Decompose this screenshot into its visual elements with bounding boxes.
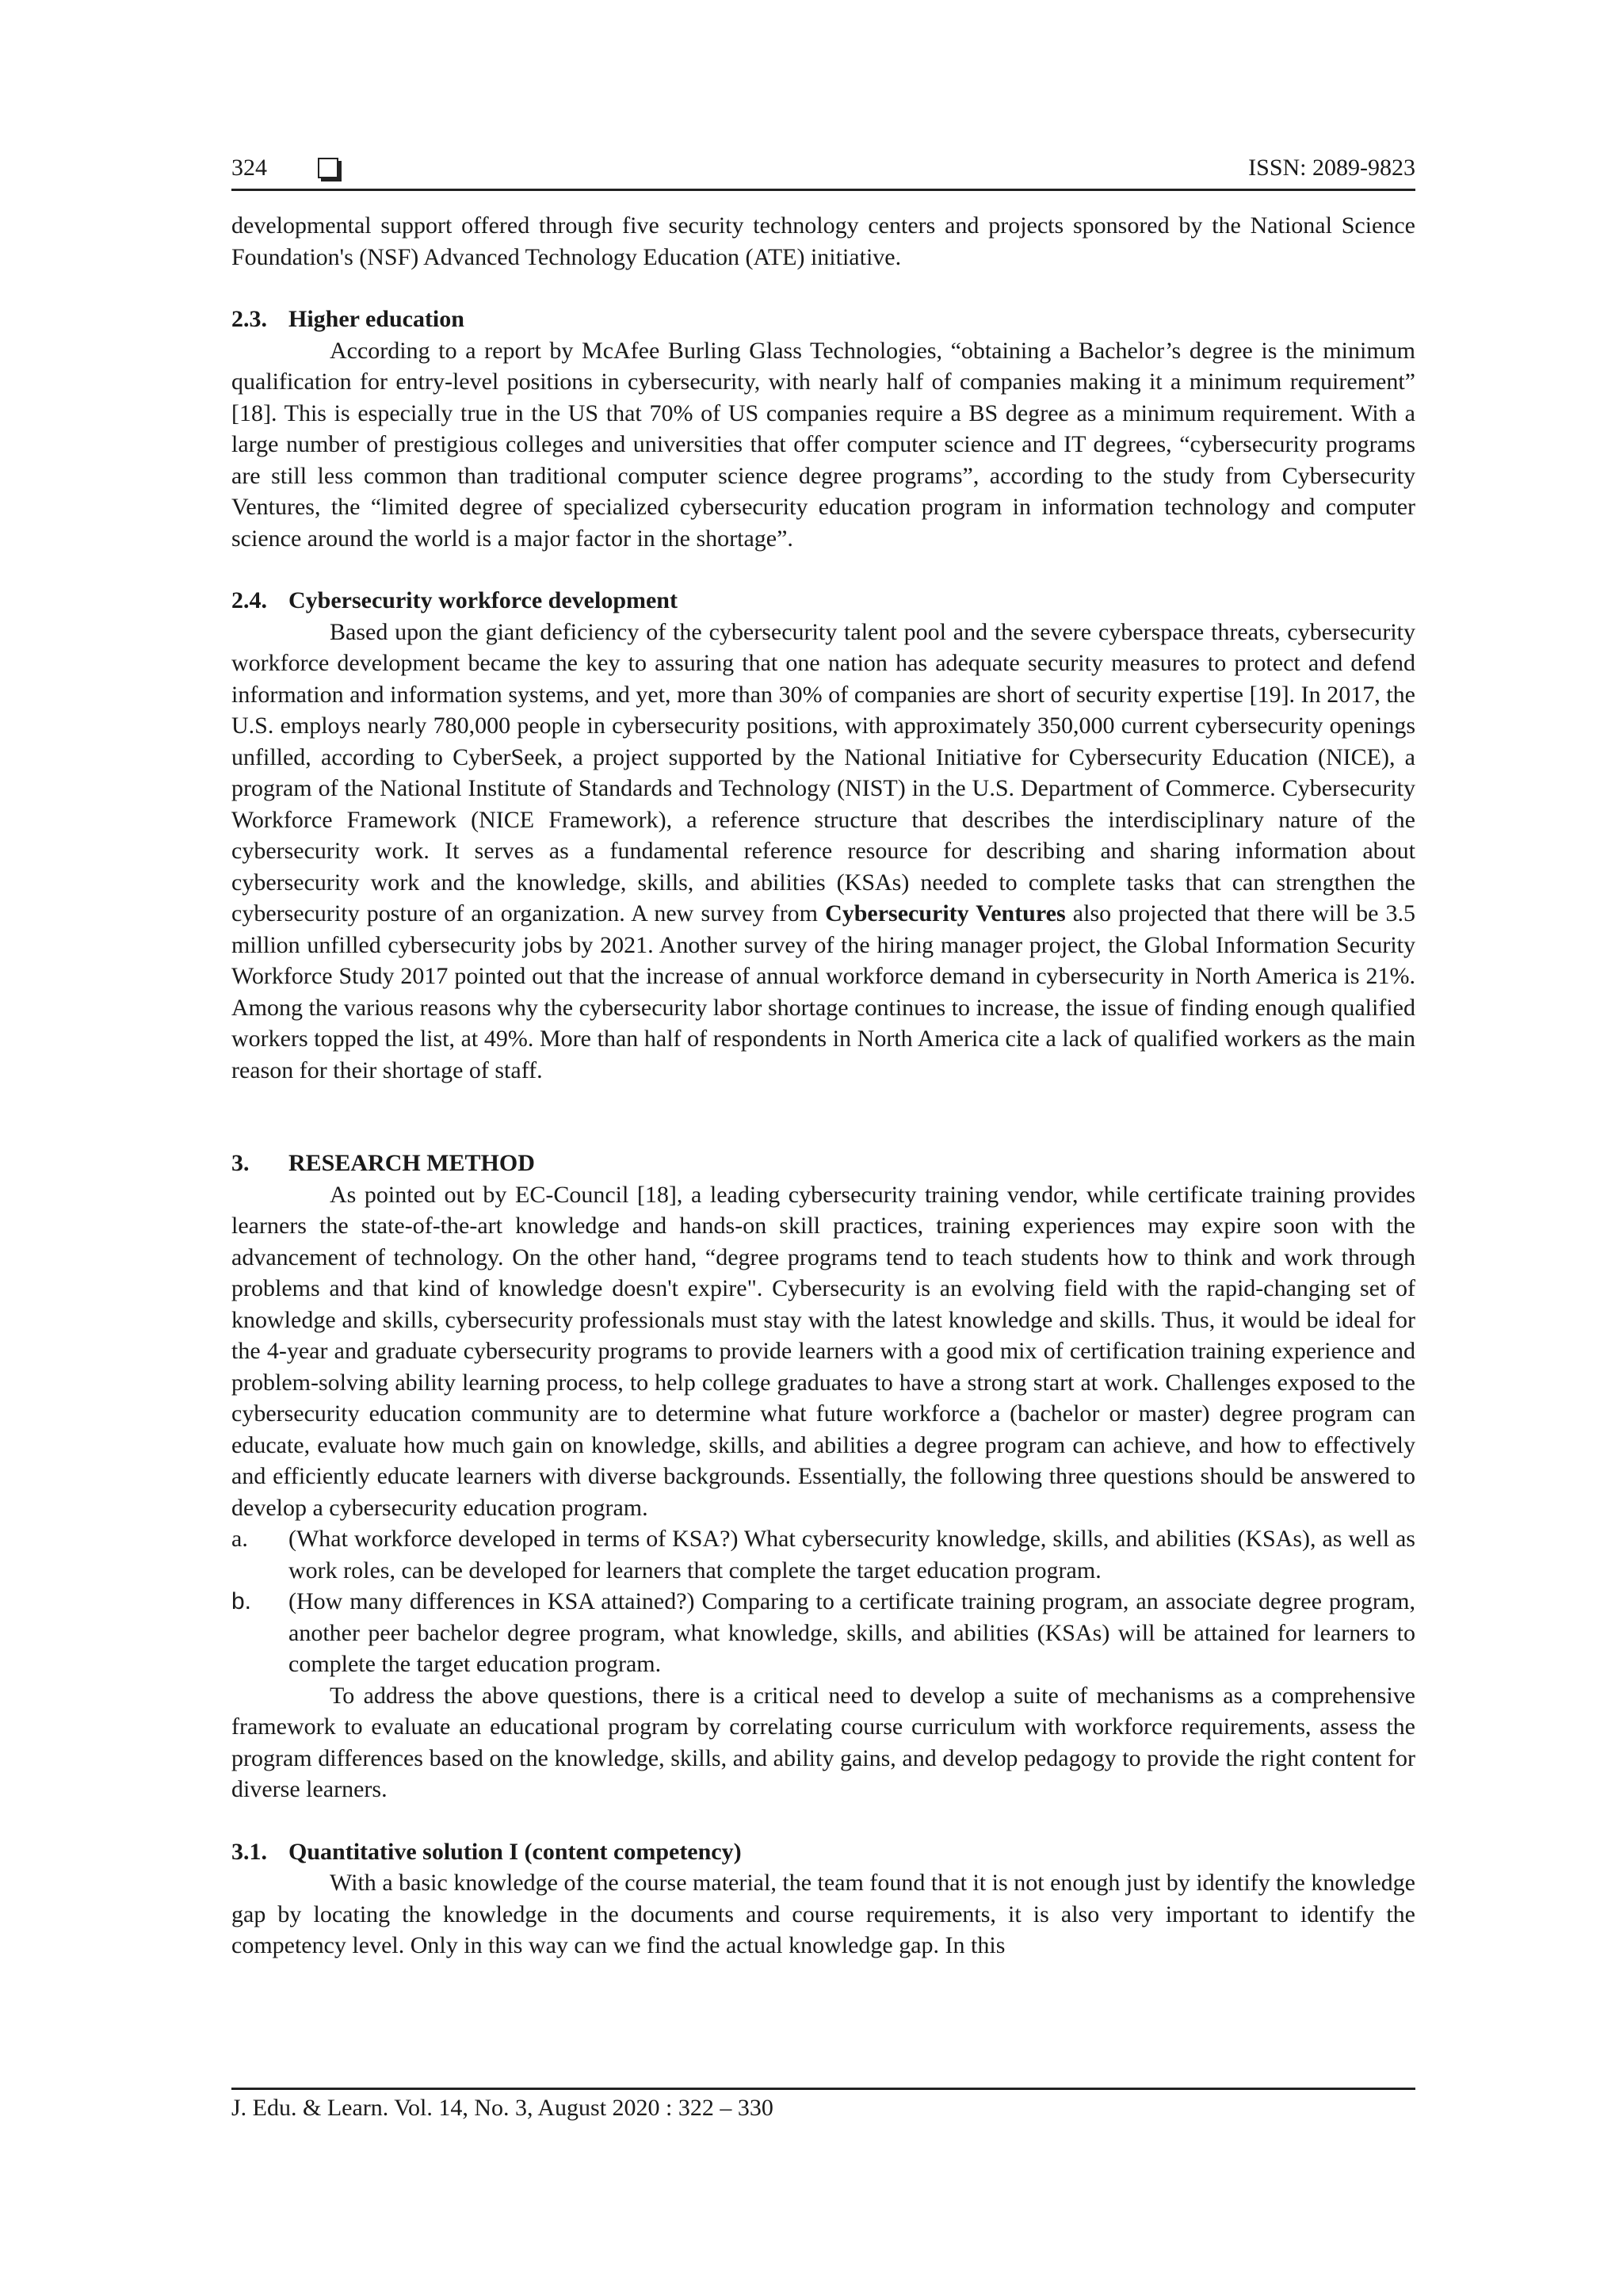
bold-cybersecurity-ventures: Cybersecurity Ventures xyxy=(825,900,1066,926)
issn-label: ISSN: 2089-9823 xyxy=(1248,155,1415,181)
section-heading-2-3: 2.3. Higher education xyxy=(231,306,464,332)
paragraph-framework: To address the above questions, there is a critical need to develop a suite of mechanisms as a comprehensive framework to evaluate an educational program by correlating course curriculum with workforce requirements, assess the program differences based on the knowledge, skills, and ability gains, and develop pedagogy to provide the right content for diverse learners. xyxy=(231,1682,1415,1802)
page-content xyxy=(231,151,1415,1962)
paragraph-higher-education: According to a report by McAfee Burling Glass Technologies, “obtaining a Bachelor’s degree is the minimum qualification for entry-level positions in cybersecurity, with nearly half of companies making it a minimum requirement” [18]. This is especially true in the US that 70% of US companies require a BS degree as a minimum requirement. With a large number of prestigious colleges and universities that offer computer science and IT degrees, “cybersecurity programs are still less common than traditional computer science degree programs”, according to the study from Cybersecurity Ventures, the “limited degree of specialized cybersecurity education program in information technology and computer science around the world is a major factor in the shortage”. xyxy=(231,337,1415,552)
page-footer xyxy=(231,2088,1415,2122)
section-heading-3-1: 3.1. Quantitative solution I (content competency) xyxy=(231,1838,742,1865)
section-heading-3: 3. RESEARCH METHOD xyxy=(231,1150,535,1176)
paragraph-research-method: As pointed out by EC-Council [18], a leading cybersecurity training vendor, while certificate training provides learners the state-of-the-art knowledge and hands-on skill practices, training experiences may expire soon with the advancement of technology. On the other hand, “degree programs tend to teach students how to think and work through problems and that kind of knowledge doesn't expire". Cybersecurity is an evolving field with the rapid-changing set of knowledge and skills, cybersecurity professionals must stay with the latest knowledge and skills. Thus, it would be ideal for the 4-year and graduate cybersecurity programs to provide learners with a good mix of certification training experience and problem-solving ability learning process, to help college graduates to have a strong start at work. Challenges exposed to the cybersecurity education community are to determine what future workforce a (bachelor or master) degree program can educate, evaluate how much gain on knowledge, skills, and abilities a degree program can achieve, and how to effectively and efficiently educate learners with diverse backgrounds. Essentially, the following three questions should be answered to develop a cybersecurity education program. xyxy=(231,1181,1415,1521)
journal-citation: J. Edu. & Learn. Vol. 14, No. 3, August 2020 : 322 – 330 xyxy=(231,2095,773,2121)
paragraph-workforce-development: Based upon the giant deficiency of the cybersecurity talent pool and the severe cyberspace threats, cybersecurity workforce development became the key to assuring that one nation has adequate security measures to protect and defend information and information systems, and yet, more than 30% of companies are short of security expertise [19]. In 2017, the U.S. employs nearly 780,000 people in cybersecurity positions, with approximately 350,000 current cybersecurity openings unfilled, according to CyberSeek, a project supported by the National Initiative for Cybersecurity Education (NICE), a program of the National Institute of Standards and Technology (NIST) in the U.S. Department of Commerce. Cybersecurity Workforce Framework (NICE Framework), a reference structure that describes the interdisciplinary nature of the cybersecurity work. It serves as a fundamental reference resource for describing and sharing information about cybersecurity work and the knowledge, skills, and abilities (KSAs) needed to complete tasks that can strengthen the cybersecurity posture of an organization. A new survey from Cybersecurity Ventures also projected that there will be 3.5 million unfilled cybersecurity jobs by 2021. Another survey of the hiring manager project, the Global Information Security Workforce Study 2017 pointed out that the increase of annual workforce demand in cybersecurity in North America is 21%. Among the various reasons why the cybersecurity labor shortage continues to increase, the issue of finding enough qualified workers topped the list, at 49%. More than half of respondents in North America cite a lack of qualified workers as the main reason for their shortage of staff. xyxy=(231,618,1416,1083)
paragraph-quantitative-solution: With a basic knowledge of the course material, the team found that it is not enough just by identify the knowledge gap by locating the knowledge in the documents and course requirements, it is also very important to identify the competency level. Only in this way can we find the actual knowledge gap. In this xyxy=(231,1870,1415,1958)
page-header xyxy=(231,151,1415,191)
list-item: b. (How many differences in KSA attained?) Comparing to a certificate training program, an associate degree program, another peer bachelor degree program, what knowledge, skills, and abilities (KSAs) will be attained for learners to complete the target education program. xyxy=(231,1588,1415,1677)
intro-paragraph: developmental support offered through five security technology centers and projects sponsored by the National Science Foundation's (NSF) Advanced Technology Education (ATE) initiative. xyxy=(231,212,1415,270)
page-number: 324 xyxy=(231,155,267,181)
section-heading-2-4: 2.4. Cybersecurity workforce development xyxy=(231,587,678,613)
list-item: a. (What workforce developed in terms of KSA?) What cybersecurity knowledge, skills, and abilities (KSAs), as well as work roles, can be developed for learners that complete the target education program. xyxy=(231,1526,1415,1584)
checkbox-square-icon xyxy=(318,158,338,178)
